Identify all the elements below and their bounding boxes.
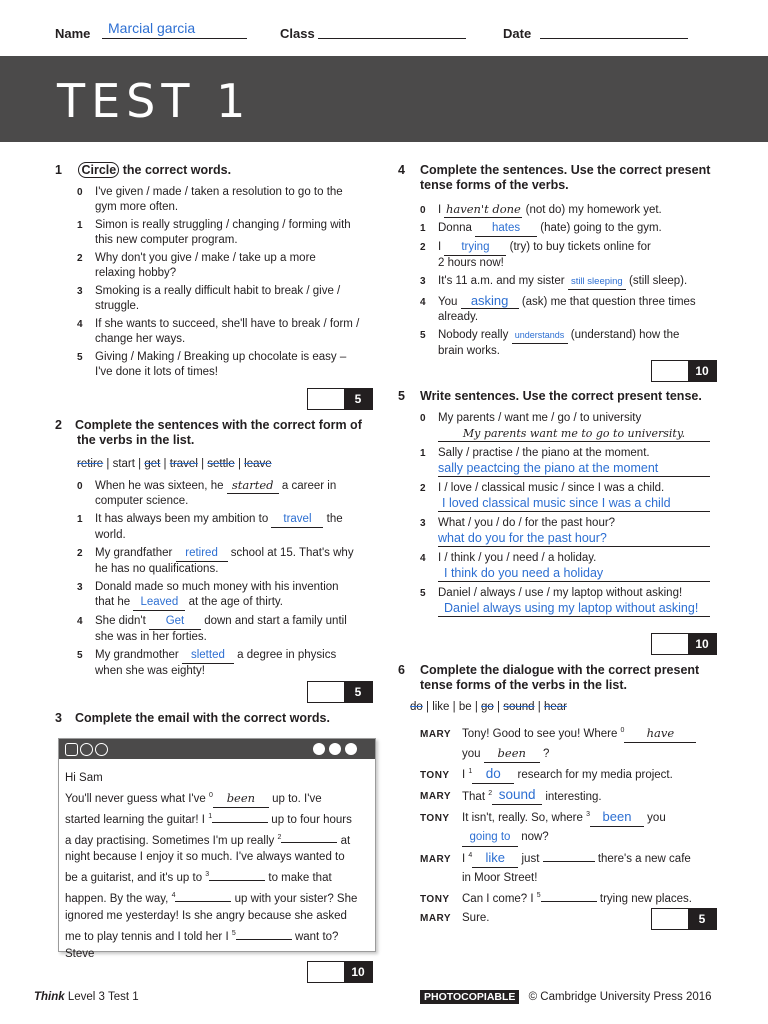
q3-score: 10 bbox=[344, 962, 372, 982]
email-line: a day practising. Sometimes I'm up really $^2$ at bbox=[65, 833, 351, 847]
q2-answer[interactable]: Leaved bbox=[133, 595, 185, 611]
email-line: You'll never guess what I've $^0$ been up to. I've bbox=[65, 787, 371, 808]
email-answer[interactable] bbox=[212, 822, 268, 823]
q2-number: 2 bbox=[55, 418, 62, 432]
q2-score-box[interactable] bbox=[307, 681, 373, 703]
email-line: me to play tennis and I told her I $^5$ want to? bbox=[65, 930, 339, 943]
q2-score: 5 bbox=[344, 682, 372, 702]
q5-item: 3 What / you / do / for the past hour? what do you for the past hour? bbox=[398, 516, 728, 547]
q1-item: 1 Simon is really struggling / changing / forming with this new computer program. bbox=[77, 219, 351, 246]
q1-item: 3 Smoking is a really difficult habit to break / give / struggle. bbox=[77, 285, 341, 312]
email-line: night because I enjoy it so much. I've always wanted to bbox=[65, 851, 345, 864]
name-value: Marcial garcia bbox=[108, 20, 196, 36]
email-answer[interactable] bbox=[236, 939, 292, 940]
q1-number: 1 bbox=[55, 163, 62, 177]
q4-item: 2 I trying (try) to buy tickets online for 2 hours now! bbox=[420, 241, 651, 269]
q3-title: Complete the email with the correct words. bbox=[75, 711, 330, 725]
dialogue-line: MARY I $^4$ like just there's a new cafe bbox=[420, 847, 730, 869]
dialogue-line: MARY Tony! Good to see you! Where $^0$ have bbox=[420, 722, 730, 744]
dialogue-line: TONY I $^1$ do research for my media project. bbox=[420, 763, 730, 785]
q5-item: 4 I / think / you / need / a holiday. I think do you need a holiday bbox=[398, 551, 728, 582]
q6-answer[interactable]: going to bbox=[462, 828, 518, 847]
q1-item: 0 I've given / made / taken a resolution to go to the gym more often. bbox=[77, 186, 343, 213]
q4-answer[interactable]: asking bbox=[461, 293, 519, 309]
q1-item: 2 Why don't you give / make / take up a more relaxing hobby? bbox=[77, 252, 316, 279]
email-answer[interactable] bbox=[209, 880, 265, 881]
question-4 bbox=[398, 163, 720, 359]
photocopiable-badge: PHOTOCOPIABLE bbox=[420, 990, 519, 1004]
q6-title: Complete the dialogue with the correct present bbox=[420, 663, 700, 677]
q2-answer[interactable]: Get bbox=[149, 614, 201, 630]
q2-answer[interactable]: started bbox=[227, 478, 279, 494]
q2-title-cont: the verbs in the list. bbox=[77, 433, 195, 447]
q4-title: Complete the sentences. Use the correct present bbox=[420, 163, 711, 177]
q2-answer[interactable]: sletted bbox=[182, 648, 234, 664]
q6-number: 6 bbox=[398, 663, 405, 677]
question-6 bbox=[398, 663, 728, 713]
q1-score: 5 bbox=[344, 389, 372, 409]
minimize-icon[interactable] bbox=[313, 743, 325, 755]
q5-answer[interactable]: what do you for the past hour? bbox=[438, 531, 710, 547]
q4-item: 5 Nobody really understands (understand) how the brain works. bbox=[420, 329, 680, 357]
q4-answer[interactable]: hates bbox=[475, 221, 537, 237]
q5-item: 5 Daniel / always / use / my laptop without asking! Daniel always using my laptop without asking! bbox=[398, 586, 728, 617]
q2-item: 3 Donald made so much money with his invention that he Leaved at the age of thirty. bbox=[55, 580, 375, 611]
email-line: be a guitarist, and it's up to $^3$ to make that bbox=[65, 871, 332, 885]
q2-title: Complete the sentences with the correct form of bbox=[75, 418, 362, 432]
footer-brand: Think bbox=[34, 991, 65, 1003]
question-1 bbox=[55, 163, 375, 380]
q4-title-cont: tense forms of the verbs. bbox=[420, 178, 569, 192]
q4-answer[interactable]: understands bbox=[512, 328, 568, 344]
email-answer[interactable] bbox=[281, 842, 337, 843]
mail-icon[interactable] bbox=[65, 743, 78, 756]
name-label: Name bbox=[55, 26, 91, 41]
dialogue-line: TONY Can I come? I $^5$ trying new places. bbox=[420, 892, 692, 905]
class-label: Class bbox=[280, 26, 315, 41]
q6-dialogue bbox=[420, 722, 730, 928]
q6-answer[interactable]: like bbox=[472, 849, 518, 868]
page-title: TEST 1 bbox=[57, 74, 252, 128]
email-greeting: Hi Sam bbox=[65, 772, 103, 784]
email-answer[interactable]: been bbox=[213, 790, 269, 808]
email-answer[interactable] bbox=[175, 901, 231, 902]
q6-score-box[interactable] bbox=[651, 908, 717, 930]
q5-answer[interactable]: I think do you need a holiday bbox=[438, 566, 710, 582]
q6-answer[interactable]: sound bbox=[492, 786, 542, 805]
q3-score-box[interactable] bbox=[307, 961, 373, 983]
q4-score: 10 bbox=[688, 361, 716, 381]
email-window bbox=[58, 738, 376, 960]
class-field[interactable] bbox=[318, 24, 466, 39]
footer-book bbox=[34, 991, 139, 1003]
q5-item: 2 I / love / classical music / since I was a child. I loved classical music since I was a child bbox=[398, 481, 728, 512]
q1-item: 4 If she wants to succeed, she'll have to break / form / change her ways. bbox=[77, 318, 360, 345]
dialogue-line: MARY That $^2$ sound interesting. bbox=[420, 785, 730, 807]
q4-number: 4 bbox=[398, 163, 405, 177]
dialogue-line: MARY Sure. bbox=[420, 911, 490, 924]
date-field[interactable] bbox=[540, 24, 688, 39]
email-line: happen. By the way, $^4$ up with your sister? She bbox=[65, 892, 358, 906]
name-field[interactable] bbox=[102, 20, 247, 39]
email-signature: Steve bbox=[65, 947, 95, 960]
q5-title: Write sentences. Use the correct present tense. bbox=[420, 389, 702, 403]
q1-score-box[interactable] bbox=[307, 388, 373, 410]
dialogue-line: TONY It isn't, really. So, where $^3$ been you bbox=[420, 806, 730, 828]
q2-item: 1 It has always been my ambition to travel the world. bbox=[77, 513, 343, 541]
question-2 bbox=[55, 418, 375, 679]
q5-answer[interactable]: I loved classical music since I was a child bbox=[438, 496, 710, 512]
q5-answer[interactable]: My parents want me to go to university. bbox=[438, 426, 710, 442]
q6-word-list: do | like | be | go | sound | hear bbox=[410, 701, 567, 713]
q4-item: 0 I haven't done (not do) my homework yet. bbox=[420, 202, 662, 216]
email-line: ignored me yesterday! Is she angry because she asked bbox=[65, 910, 347, 923]
attach-icon[interactable] bbox=[80, 743, 93, 756]
dialogue-line: going to now? bbox=[420, 828, 730, 847]
q6-answer-blank[interactable] bbox=[543, 861, 595, 862]
q3-number: 3 bbox=[55, 711, 62, 725]
q5-item: 1 Sally / practise / the piano at the moment. sally peactcing the piano at the moment bbox=[398, 446, 728, 477]
q2-answer[interactable]: retired bbox=[176, 546, 228, 562]
question-3-title bbox=[55, 711, 330, 726]
footer-legal bbox=[420, 991, 712, 1003]
dialogue-line: in Moor Street! bbox=[462, 872, 538, 885]
q5-number: 5 bbox=[398, 389, 405, 403]
q2-item: 4 She didn't Get down and start a family until she was in her forties. bbox=[77, 615, 347, 643]
q5-item: 0 My parents / want me / go / to university My parents want me to go to university. bbox=[398, 411, 728, 442]
q1-title: the correct words. bbox=[122, 163, 232, 177]
q1-item: 5 Giving / Making / Breaking up chocolate is easy – I've done it lots of times! bbox=[77, 351, 347, 378]
q6-title-cont: tense forms of the verbs in the list. bbox=[420, 678, 627, 692]
q2-item: 2 My grandfather retired school at 15. That's why he has no qualifications. bbox=[77, 547, 354, 575]
email-line: started learning the guitar! I $^1$ up to four hours bbox=[65, 812, 352, 826]
close-icon[interactable] bbox=[345, 743, 357, 755]
q6-answer[interactable]: do bbox=[472, 765, 514, 784]
q1-title-circle: Circle bbox=[78, 162, 119, 178]
save-icon[interactable] bbox=[95, 743, 108, 756]
q6-answer[interactable]: been bbox=[484, 744, 540, 763]
q5-score: 10 bbox=[688, 634, 716, 654]
maximize-icon[interactable] bbox=[329, 743, 341, 755]
dialogue-line: you been ? bbox=[420, 744, 730, 763]
q6-answer[interactable]: been bbox=[590, 808, 644, 827]
q4-item: 4 You asking (ask) me that question three times already. bbox=[420, 293, 696, 323]
q4-answer[interactable]: haven't done bbox=[445, 202, 521, 216]
q6-answer[interactable] bbox=[541, 901, 597, 902]
email-toolbar bbox=[59, 739, 375, 759]
question-5 bbox=[398, 389, 728, 617]
q4-answer[interactable]: still sleeping bbox=[568, 274, 626, 290]
q4-item: 3 It's 11 a.m. and my sister still sleeping (still sleep). bbox=[398, 274, 720, 290]
q5-answer[interactable]: Daniel always using my laptop without asking! bbox=[438, 601, 710, 617]
q4-answer[interactable]: trying bbox=[444, 240, 506, 256]
q5-score-box[interactable] bbox=[651, 633, 717, 655]
date-label: Date bbox=[503, 26, 532, 41]
q6-answer[interactable]: have bbox=[624, 724, 696, 743]
q4-item: 1 Donna hates (hate) going to the gym. bbox=[398, 221, 720, 237]
email-body bbox=[65, 770, 371, 963]
copyright: © Cambridge University Press 2016 bbox=[528, 991, 712, 1003]
q2-item: 5 My grandmother sletted a degree in physics when she was eighty! bbox=[77, 649, 337, 677]
footer-level: Level 3 Test 1 bbox=[67, 991, 139, 1003]
q5-answer[interactable]: sally peactcing the piano at the moment bbox=[438, 461, 710, 477]
q2-word-list: retire | start | get | travel | settle | leave bbox=[77, 458, 272, 470]
q2-item: 0 When he was sixteen, he started a career in computer science. bbox=[77, 478, 337, 507]
q2-answer[interactable]: travel bbox=[271, 512, 323, 528]
q6-score: 5 bbox=[688, 909, 716, 929]
q4-score-box[interactable] bbox=[651, 360, 717, 382]
